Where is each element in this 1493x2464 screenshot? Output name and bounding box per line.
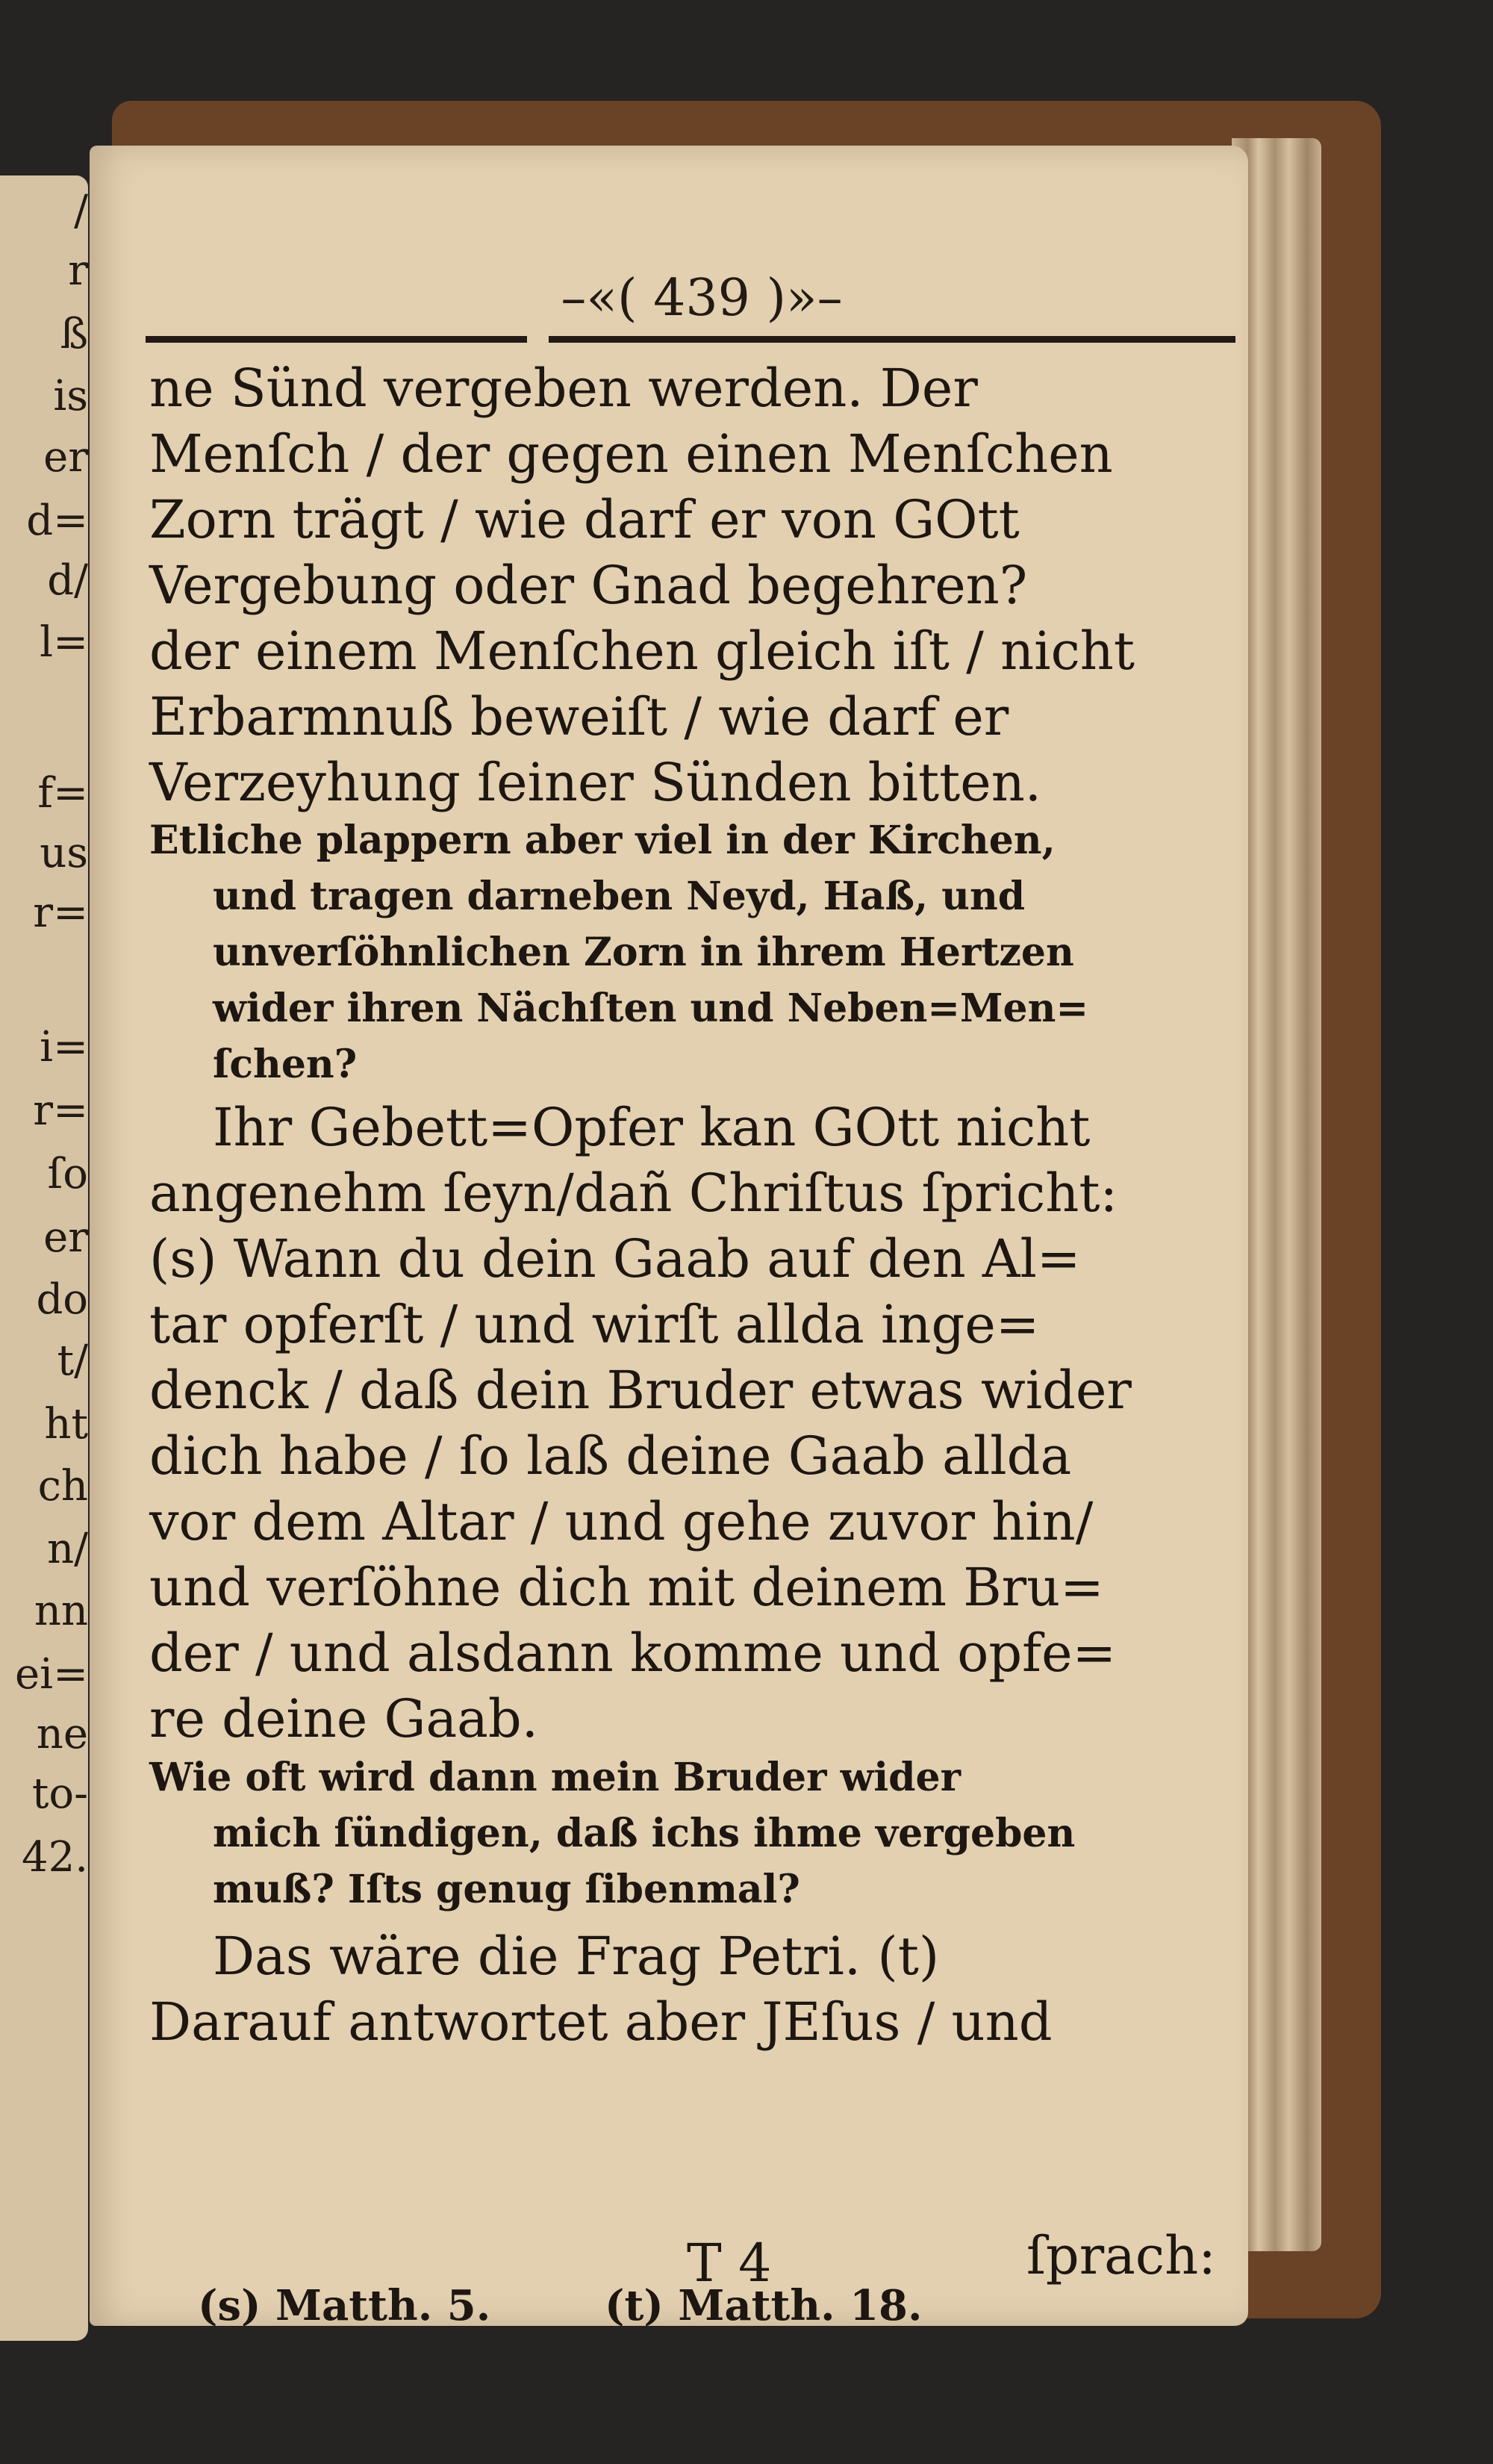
text-line: tar opferſt / und wirſt allda inge= bbox=[149, 1294, 1040, 1355]
text-line: Das wäre die Frag Petri. (t) bbox=[213, 1926, 940, 1987]
left-fragment: to- bbox=[31, 1770, 88, 1818]
left-fragment: 42. bbox=[21, 1833, 88, 1882]
left-fragment: er bbox=[43, 1213, 88, 1262]
left-page-margin bbox=[0, 175, 88, 2341]
text-line: Verzeyhung ſeiner Sünden bitten. bbox=[149, 752, 1042, 813]
question-line: und tragen darneben Neyd, Haß, und bbox=[213, 874, 1026, 919]
left-fragment: / bbox=[74, 187, 88, 235]
question-line: wider ihren Nächſten und Neben=Men= bbox=[213, 986, 1089, 1031]
question-line: unverſöhnlichen Zorn in ihrem Hertzen bbox=[213, 930, 1074, 975]
left-fragment: ß bbox=[60, 310, 88, 358]
text-line: angenehm ſeyn/dañ Chriſtus ſpricht: bbox=[149, 1163, 1118, 1224]
question-line: Etliche plappern aber viel in der Kirchen, bbox=[149, 818, 1056, 863]
text-line: und verſöhne dich mit deinem Bru= bbox=[149, 1557, 1104, 1618]
left-fragment: ch bbox=[37, 1462, 88, 1511]
left-fragment: n/ bbox=[47, 1525, 88, 1573]
left-fragment: er bbox=[43, 433, 88, 482]
left-fragment: r= bbox=[33, 1086, 88, 1135]
catchword: ſprach: bbox=[1026, 2225, 1216, 2286]
text-line: Darauf antwortet aber JEſus / und bbox=[149, 1991, 1053, 2053]
text-line: (s) Wann du dein Gaab auf den Al= bbox=[149, 1228, 1081, 1289]
question-line: Wie oft wird dann mein Bruder wider bbox=[149, 1755, 961, 1800]
left-fragment: r= bbox=[33, 889, 88, 937]
left-fragment: is bbox=[53, 372, 88, 420]
left-fragment: l= bbox=[40, 618, 88, 667]
text-line: der / und alsdann komme und opfe= bbox=[149, 1623, 1117, 1684]
text-line: ne Sünd vergeben werden. Der bbox=[149, 358, 978, 419]
left-fragment: nn bbox=[34, 1587, 88, 1635]
text-line: Vergebung oder Gnad begehren? bbox=[149, 555, 1028, 616]
left-fragment: ht bbox=[44, 1400, 88, 1449]
left-fragment: do bbox=[36, 1275, 88, 1324]
text-line: Erbarmnuß beweiſt / wie darf er bbox=[149, 686, 1009, 747]
left-fragment: d/ bbox=[47, 556, 88, 605]
text-line: vor dem Altar / und gehe zuvor hin/ bbox=[149, 1491, 1094, 1552]
left-fragment: f= bbox=[37, 769, 88, 818]
left-fragment: ei= bbox=[15, 1650, 88, 1699]
text-line: Zorn trägt / wie darf er von GOtt bbox=[149, 489, 1020, 550]
left-fragment: i= bbox=[40, 1023, 88, 1071]
page-number-header: –«( 439 )»– bbox=[561, 269, 843, 328]
header-rule bbox=[146, 336, 1235, 343]
text-line: Ihr Gebett=Opfer kan GOtt nicht bbox=[213, 1097, 1091, 1158]
text-line: re deine Gaab. bbox=[149, 1688, 538, 1749]
footnote: (s) Matth. 5. bbox=[198, 2281, 491, 2330]
question-line: ſchen? bbox=[213, 1042, 358, 1087]
left-fragment: us bbox=[40, 829, 88, 877]
left-fragment: ſo bbox=[47, 1150, 88, 1198]
book-page bbox=[90, 146, 1248, 2330]
footnote: (t) Matth. 18. bbox=[605, 2281, 923, 2330]
left-fragment: ne bbox=[36, 1710, 88, 1758]
left-fragment: r bbox=[68, 246, 88, 295]
question-line: muß? Iſts genug ſibenmal? bbox=[213, 1867, 800, 1912]
text-line: dich habe / ſo laß deine Gaab allda bbox=[149, 1425, 1072, 1487]
question-line: mich ſündigen, daß ichs ihme vergeben bbox=[213, 1811, 1076, 1856]
text-line: denck / daß dein Bruder etwas wider bbox=[149, 1360, 1132, 1421]
left-fragment: t/ bbox=[57, 1337, 88, 1385]
signature-mark: T 4 bbox=[687, 2233, 772, 2294]
left-fragment: d= bbox=[26, 497, 88, 545]
text-line: der einem Menſchen gleich iſt / nicht bbox=[149, 620, 1135, 682]
text-line: Menſch / der gegen einen Menſchen bbox=[149, 423, 1113, 485]
